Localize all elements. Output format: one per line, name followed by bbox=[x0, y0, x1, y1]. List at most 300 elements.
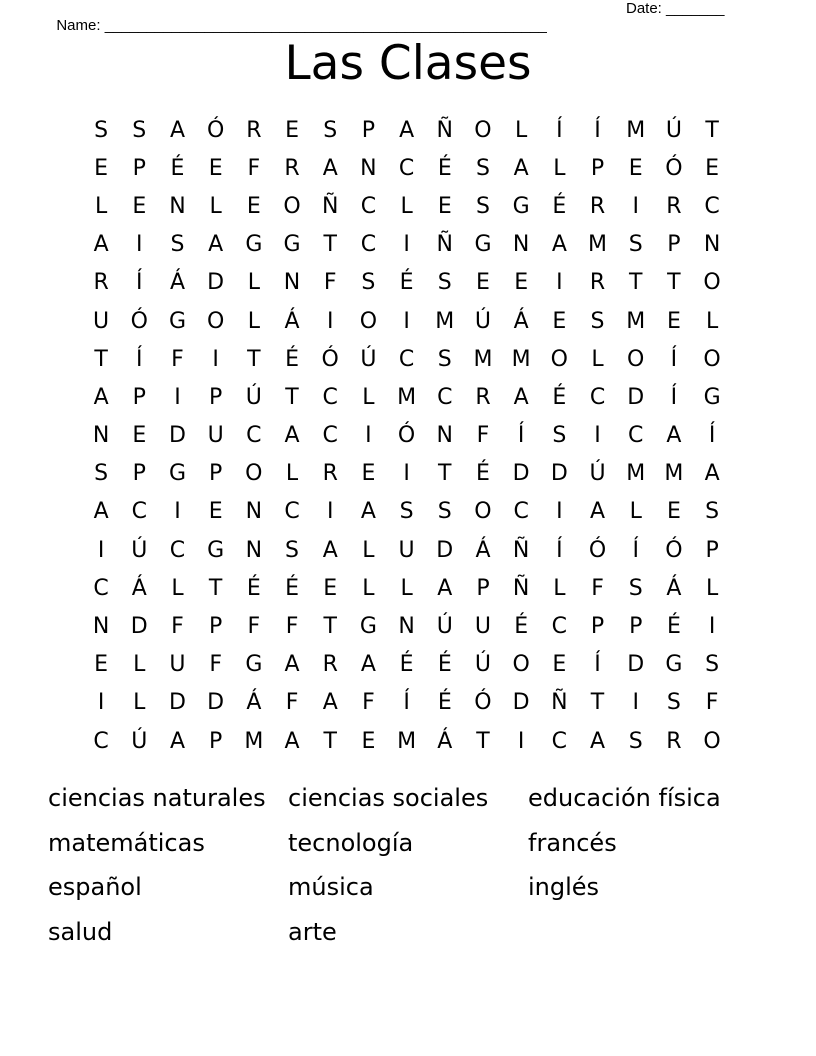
grid-letter: C bbox=[551, 614, 568, 640]
grid-letter: N bbox=[703, 232, 721, 258]
grid-letter: I bbox=[136, 232, 143, 258]
grid-letter: P bbox=[361, 117, 376, 143]
grid-letter: T bbox=[628, 270, 643, 296]
grid-letter: U bbox=[207, 423, 224, 449]
grid-letter: N bbox=[245, 537, 263, 563]
grid-row bbox=[82, 569, 742, 607]
grid-letter: N bbox=[92, 423, 110, 449]
grid-letter: F bbox=[209, 652, 222, 678]
grid-letter: C bbox=[246, 423, 262, 449]
grid-letter: A bbox=[704, 461, 720, 487]
grid-letter: Í bbox=[708, 423, 716, 449]
grid-letter: M bbox=[435, 308, 455, 334]
grid-letter: I bbox=[632, 690, 639, 716]
grid-letter: D bbox=[207, 690, 225, 716]
grid-letter: T bbox=[323, 614, 337, 640]
word-list-item: español bbox=[48, 873, 142, 901]
grid-letter: P bbox=[209, 614, 223, 640]
grid-row bbox=[82, 646, 742, 684]
grid-letter: C bbox=[551, 728, 568, 754]
grid-letter: R bbox=[284, 155, 300, 181]
grid-letter: F bbox=[591, 575, 604, 601]
grid-row bbox=[82, 493, 742, 531]
grid-letter: T bbox=[590, 690, 605, 716]
grid-letter: M bbox=[397, 384, 417, 410]
grid-letter: Ó bbox=[130, 308, 148, 334]
grid-letter: D bbox=[168, 690, 186, 716]
grid-letter: Ú bbox=[245, 384, 262, 410]
grid-letter: D bbox=[436, 537, 454, 563]
grid-letter: N bbox=[398, 614, 415, 640]
grid-letter: F bbox=[285, 614, 299, 640]
word-list-item: música bbox=[288, 873, 374, 901]
grid-letter: P bbox=[629, 614, 643, 640]
grid-letter: É bbox=[437, 652, 452, 678]
grid-letter: L bbox=[362, 575, 375, 601]
grid-letter: D bbox=[627, 652, 645, 678]
grid-letter: P bbox=[705, 537, 719, 563]
grid-letter: N bbox=[512, 232, 530, 258]
grid-letter: A bbox=[590, 728, 606, 754]
grid-letter: L bbox=[629, 499, 642, 525]
grid-letter: A bbox=[513, 384, 529, 410]
grid-letter: N bbox=[360, 155, 377, 181]
grid-letter: R bbox=[666, 728, 682, 754]
grid-letter: R bbox=[93, 270, 109, 296]
grid-letter: É bbox=[285, 346, 299, 372]
date-field-label: Date: _______ bbox=[626, 0, 725, 17]
grid-letter: R bbox=[322, 461, 338, 487]
grid-letter: S bbox=[705, 499, 720, 525]
grid-letter: T bbox=[438, 461, 452, 487]
grid-letter: S bbox=[170, 232, 185, 258]
grid-letter: Ó bbox=[397, 423, 416, 449]
word-list-item: arte bbox=[288, 917, 337, 946]
grid-letter: S bbox=[285, 537, 300, 563]
grid-letter: É bbox=[399, 652, 414, 678]
grid-letter: I bbox=[708, 614, 716, 640]
grid-letter: R bbox=[666, 193, 682, 219]
grid-letter: E bbox=[628, 155, 643, 181]
grid-letter: C bbox=[360, 232, 377, 258]
grid-letter: P bbox=[590, 155, 605, 181]
grid-letter: Á bbox=[475, 537, 491, 563]
grid-letter: C bbox=[169, 537, 186, 563]
grid-letter: E bbox=[132, 423, 147, 449]
grid-letter: U bbox=[474, 614, 492, 640]
grid-letter: A bbox=[322, 155, 338, 181]
grid-letter: I bbox=[97, 690, 105, 716]
grid-letter: F bbox=[285, 690, 299, 716]
grid-letter: G bbox=[665, 652, 683, 678]
grid-letter: O bbox=[703, 346, 721, 372]
grid-letter: É bbox=[476, 461, 490, 487]
grid-letter: G bbox=[283, 232, 301, 258]
grid-letter: G bbox=[207, 537, 225, 563]
grid-letter: F bbox=[323, 270, 337, 296]
word-list-item: salud bbox=[48, 917, 113, 946]
grid-letter: O bbox=[627, 346, 645, 372]
grid-letter: C bbox=[437, 384, 453, 410]
grid-letter: G bbox=[168, 308, 186, 334]
grid-letter: F bbox=[362, 690, 375, 716]
grid-letter: É bbox=[666, 614, 681, 640]
grid-row bbox=[82, 149, 742, 187]
grid-letter: É bbox=[552, 193, 567, 219]
word-list-item: ciencias naturales bbox=[48, 784, 266, 812]
grid-letter: Á bbox=[131, 575, 147, 601]
grid-letter: L bbox=[515, 117, 528, 143]
grid-letter: T bbox=[247, 346, 261, 372]
grid-row bbox=[82, 684, 742, 722]
grid-letter: N bbox=[436, 423, 454, 449]
grid-letter: L bbox=[362, 384, 375, 410]
grid-letter: A bbox=[169, 728, 185, 754]
grid-letter: Ñ bbox=[512, 537, 530, 563]
grid-row bbox=[82, 264, 742, 302]
grid-letter: G bbox=[168, 461, 186, 487]
grid-letter: M bbox=[626, 461, 646, 487]
word-list bbox=[48, 780, 768, 958]
grid-letter: M bbox=[473, 346, 493, 372]
grid-letter: E bbox=[323, 575, 338, 601]
grid-letter: G bbox=[245, 652, 263, 678]
grid-row bbox=[82, 302, 742, 340]
grid-letter: Ñ bbox=[512, 575, 530, 601]
grid-letter: C bbox=[398, 155, 415, 181]
grid-letter: E bbox=[476, 270, 490, 296]
grid-letter: R bbox=[475, 384, 491, 410]
grid-letter: N bbox=[169, 193, 186, 219]
grid-letter: S bbox=[666, 690, 681, 716]
grid-letter: F bbox=[171, 346, 184, 372]
grid-letter: S bbox=[552, 423, 567, 449]
grid-letter: T bbox=[667, 270, 681, 296]
grid-letter: I bbox=[632, 193, 639, 219]
grid-letter: C bbox=[93, 728, 109, 754]
grid-letter: Á bbox=[284, 308, 300, 334]
grid-letter: M bbox=[626, 308, 646, 334]
grid-letter: Í bbox=[670, 346, 678, 372]
grid-letter: F bbox=[476, 423, 490, 449]
grid-letter: L bbox=[553, 155, 566, 181]
grid-letter: Í bbox=[136, 346, 143, 372]
grid-letter: E bbox=[552, 308, 567, 334]
grid-letter: Ú bbox=[131, 728, 148, 754]
grid-letter: Ú bbox=[589, 461, 606, 487]
grid-letter: S bbox=[94, 117, 109, 143]
grid-letter: C bbox=[131, 499, 147, 525]
grid-letter: T bbox=[94, 346, 108, 372]
page-title: Las Clases bbox=[284, 36, 532, 91]
grid-letter: F bbox=[247, 614, 261, 640]
grid-letter: E bbox=[94, 155, 109, 181]
grid-letter: Á bbox=[169, 270, 185, 296]
grid-letter: D bbox=[130, 614, 148, 640]
grid-letter: É bbox=[170, 155, 185, 181]
grid-letter: Á bbox=[666, 575, 682, 601]
grid-letter: S bbox=[437, 499, 452, 525]
grid-letter: C bbox=[322, 423, 338, 449]
grid-letter: M bbox=[626, 117, 646, 143]
grid-letter: D bbox=[512, 690, 530, 716]
grid-letter: O bbox=[206, 308, 225, 334]
grid-letter: I bbox=[174, 499, 181, 525]
grid-letter: L bbox=[133, 652, 146, 678]
grid-letter: S bbox=[705, 652, 720, 678]
grid-row bbox=[82, 417, 742, 455]
grid-row bbox=[82, 722, 742, 760]
grid-letter: P bbox=[667, 232, 681, 258]
grid-letter: Ú bbox=[474, 652, 492, 678]
grid-letter: I bbox=[174, 384, 181, 410]
grid-letter: E bbox=[514, 270, 529, 296]
grid-letter: C bbox=[589, 384, 606, 410]
grid-row bbox=[82, 455, 742, 493]
grid-letter: N bbox=[92, 614, 110, 640]
grid-letter: Á bbox=[513, 308, 529, 334]
grid-letter: D bbox=[207, 270, 225, 296]
grid-letter: S bbox=[437, 270, 452, 296]
grid-letter: P bbox=[209, 384, 223, 410]
grid-letter: Á bbox=[437, 728, 453, 754]
grid-letter: M bbox=[244, 728, 264, 754]
grid-letter: N bbox=[245, 499, 263, 525]
grid-letter: O bbox=[703, 270, 721, 296]
word-list-item: tecnología bbox=[288, 828, 414, 857]
grid-letter: Ú bbox=[131, 537, 148, 563]
grid-letter: R bbox=[589, 270, 606, 296]
grid-letter: Ñ bbox=[551, 690, 568, 716]
grid-letter: A bbox=[322, 537, 338, 563]
grid-letter: E bbox=[94, 652, 109, 678]
grid-letter: L bbox=[400, 193, 413, 219]
grid-letter: L bbox=[209, 193, 222, 219]
grid-letter: E bbox=[208, 155, 223, 181]
word-search-grid bbox=[82, 111, 742, 760]
grid-letter: M bbox=[588, 232, 608, 258]
grid-letter: C bbox=[284, 499, 300, 525]
grid-letter: S bbox=[628, 575, 643, 601]
grid-letter: Í bbox=[136, 270, 143, 296]
grid-letter: S bbox=[475, 155, 490, 181]
grid-letter: A bbox=[666, 423, 682, 449]
word-list-item: matemáticas bbox=[48, 828, 205, 857]
grid-letter: P bbox=[209, 461, 223, 487]
grid-letter: Ó bbox=[665, 537, 683, 563]
grid-letter: F bbox=[247, 155, 261, 181]
grid-letter: L bbox=[400, 575, 413, 601]
grid-letter: Ñ bbox=[436, 232, 454, 258]
grid-letter: C bbox=[398, 346, 415, 372]
grid-letter: E bbox=[361, 461, 376, 487]
grid-letter: A bbox=[284, 423, 300, 449]
word-list-item: ciencias sociales bbox=[288, 784, 489, 812]
grid-letter: D bbox=[627, 384, 645, 410]
grid-letter: A bbox=[284, 728, 300, 754]
grid-letter: Í bbox=[632, 537, 639, 563]
grid-letter: I bbox=[594, 423, 601, 449]
grid-letter: A bbox=[322, 690, 338, 716]
grid-letter: L bbox=[705, 575, 719, 601]
grid-letter: É bbox=[514, 614, 529, 640]
grid-letter: S bbox=[475, 193, 490, 219]
grid-letter: T bbox=[208, 575, 223, 601]
grid-letter: D bbox=[550, 461, 568, 487]
grid-letter: É bbox=[437, 690, 452, 716]
grid-letter: E bbox=[437, 193, 452, 219]
grid-letter: E bbox=[246, 193, 261, 219]
grid-letter: L bbox=[591, 346, 604, 372]
grid-letter: T bbox=[476, 728, 490, 754]
grid-letter: Í bbox=[594, 652, 601, 678]
grid-letter: S bbox=[399, 499, 414, 525]
grid-letter: A bbox=[93, 384, 109, 410]
grid-letter: L bbox=[285, 461, 299, 487]
grid-letter: U bbox=[169, 652, 186, 678]
grid-letter: A bbox=[513, 155, 529, 181]
grid-letter: L bbox=[362, 537, 375, 563]
grid-letter: Í bbox=[517, 423, 525, 449]
grid-letter: Í bbox=[403, 690, 410, 716]
grid-letter: L bbox=[553, 575, 566, 601]
grid-letter: O bbox=[245, 461, 263, 487]
grid-letter: Í bbox=[670, 384, 678, 410]
grid-row bbox=[82, 340, 742, 378]
grid-letter: I bbox=[212, 346, 219, 372]
grid-letter: P bbox=[476, 575, 490, 601]
grid-letter: I bbox=[556, 270, 563, 296]
grid-letter: A bbox=[284, 652, 300, 678]
grid-letter: I bbox=[403, 308, 410, 334]
grid-letter: É bbox=[285, 575, 299, 601]
grid-letter: Ó bbox=[588, 537, 607, 563]
grid-letter: G bbox=[703, 384, 721, 410]
grid-letter: Ó bbox=[665, 155, 683, 181]
grid-letter: R bbox=[322, 652, 338, 678]
grid-letter: I bbox=[403, 232, 410, 258]
grid-letter: C bbox=[513, 499, 529, 525]
grid-letter: R bbox=[246, 117, 262, 143]
grid-letter: S bbox=[437, 346, 452, 372]
grid-letter: E bbox=[208, 499, 223, 525]
grid-letter: Ú bbox=[474, 308, 492, 334]
grid-letter: D bbox=[512, 461, 530, 487]
grid-letter: L bbox=[705, 308, 719, 334]
grid-letter: Ú bbox=[665, 117, 682, 143]
grid-letter: U bbox=[398, 537, 415, 563]
grid-letter: Ú bbox=[436, 614, 453, 640]
grid-letter: M bbox=[397, 728, 417, 754]
grid-letter: L bbox=[94, 193, 108, 219]
grid-letter: T bbox=[705, 117, 719, 143]
grid-letter: E bbox=[666, 308, 681, 334]
grid-letter: F bbox=[171, 614, 184, 640]
word-list-item: inglés bbox=[528, 873, 600, 901]
grid-letter: C bbox=[704, 193, 720, 219]
grid-letter: A bbox=[93, 232, 109, 258]
grid-letter: S bbox=[323, 117, 338, 143]
grid-letter: É bbox=[552, 384, 567, 410]
grid-letter: T bbox=[323, 232, 337, 258]
grid-letter: É bbox=[399, 270, 414, 296]
grid-letter: A bbox=[590, 499, 606, 525]
grid-letter: É bbox=[246, 575, 261, 601]
grid-row bbox=[82, 378, 742, 416]
grid-letter: O bbox=[474, 117, 492, 143]
grid-letter: Ó bbox=[206, 117, 225, 143]
grid-letter: G bbox=[245, 232, 263, 258]
name-field-label: Name: _____________________________________________________ bbox=[56, 17, 547, 34]
grid-letter: U bbox=[93, 308, 110, 334]
grid-letter: A bbox=[551, 232, 567, 258]
grid-letter: A bbox=[169, 117, 185, 143]
grid-letter: Ñ bbox=[321, 193, 339, 219]
grid-letter: C bbox=[322, 384, 338, 410]
grid-letter: L bbox=[171, 575, 184, 601]
grid-letter: P bbox=[590, 614, 605, 640]
grid-letter: I bbox=[403, 461, 410, 487]
grid-letter: Á bbox=[246, 690, 262, 716]
grid-letter: Ó bbox=[474, 690, 492, 716]
grid-letter: S bbox=[628, 728, 643, 754]
grid-letter: E bbox=[552, 652, 567, 678]
grid-letter: S bbox=[361, 270, 376, 296]
word-list-item: educación física bbox=[528, 784, 721, 812]
grid-row bbox=[82, 607, 742, 645]
grid-letter: Ó bbox=[321, 346, 339, 372]
grid-letter: I bbox=[326, 308, 334, 334]
grid-letter: O bbox=[474, 499, 492, 525]
grid-letter: S bbox=[590, 308, 605, 334]
grid-letter: M bbox=[664, 461, 684, 487]
grid-letter: Í bbox=[556, 117, 563, 143]
grid-letter: P bbox=[132, 461, 146, 487]
grid-letter: O bbox=[283, 193, 301, 219]
grid-row bbox=[82, 531, 742, 569]
grid-letter: G bbox=[359, 614, 377, 640]
grid-letter: Ú bbox=[360, 346, 377, 372]
grid-letter: Í bbox=[594, 117, 601, 143]
grid-letter: R bbox=[589, 193, 606, 219]
grid-letter: E bbox=[285, 117, 299, 143]
grid-letter: G bbox=[512, 193, 530, 219]
grid-letter: O bbox=[703, 728, 721, 754]
grid-letter: E bbox=[361, 728, 376, 754]
grid-letter: P bbox=[132, 155, 146, 181]
grid-letter: O bbox=[359, 308, 378, 334]
grid-letter: S bbox=[94, 461, 109, 487]
grid-letter: A bbox=[399, 117, 415, 143]
grid-letter: L bbox=[247, 308, 260, 334]
grid-letter: I bbox=[365, 423, 372, 449]
grid-letter: A bbox=[437, 575, 453, 601]
grid-letter: É bbox=[437, 155, 452, 181]
grid-letter: F bbox=[705, 690, 719, 716]
grid-row bbox=[82, 187, 742, 225]
grid-letter: C bbox=[360, 193, 377, 219]
grid-letter: P bbox=[132, 384, 146, 410]
grid-letter: I bbox=[517, 728, 525, 754]
grid-letter: D bbox=[168, 423, 186, 449]
grid-letter: E bbox=[132, 193, 147, 219]
grid-letter: S bbox=[628, 232, 643, 258]
grid-letter: A bbox=[93, 499, 109, 525]
grid-letter: C bbox=[628, 423, 644, 449]
grid-letter: T bbox=[323, 728, 337, 754]
grid-row bbox=[82, 111, 742, 149]
grid-letter: Ñ bbox=[436, 117, 454, 143]
